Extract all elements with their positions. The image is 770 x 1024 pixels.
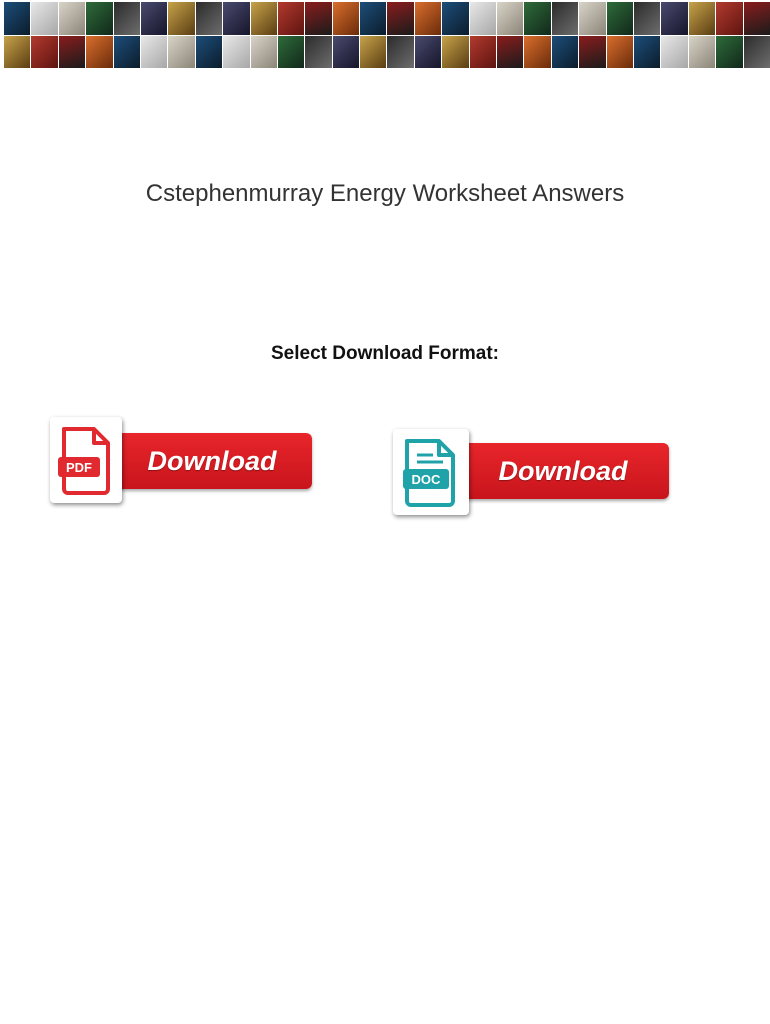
banner-tile	[716, 2, 742, 35]
banner-tile	[114, 36, 140, 69]
banner-tile	[689, 2, 715, 35]
banner-tile	[196, 2, 222, 35]
banner-tile	[4, 36, 30, 69]
banner-tile	[744, 2, 770, 35]
banner-tile	[4, 2, 30, 35]
banner-tile	[31, 2, 57, 35]
banner-tile	[278, 36, 304, 69]
banner-tile	[278, 2, 304, 35]
banner-tile	[196, 36, 222, 69]
banner-tile	[59, 2, 85, 35]
banner-tile	[552, 2, 578, 35]
banner-tile	[223, 2, 249, 35]
banner-tile	[442, 2, 468, 35]
banner-tile	[497, 2, 523, 35]
banner-tile	[223, 36, 249, 69]
banner-tile	[634, 2, 660, 35]
pdf-download-label: Download	[147, 445, 277, 476]
banner-tile	[442, 36, 468, 69]
doc-download-bar[interactable]	[457, 443, 669, 499]
banner-tile	[141, 2, 167, 35]
banner-tile	[305, 2, 331, 35]
banner-tile	[607, 2, 633, 35]
banner-tile	[607, 36, 633, 69]
banner-tile	[716, 36, 742, 69]
doc-file-icon	[393, 429, 469, 515]
banner-tile	[333, 36, 359, 69]
banner-tile	[524, 36, 550, 69]
banner-tile	[634, 36, 660, 69]
banner-tile	[31, 36, 57, 69]
download-format-heading: Select Download Format:	[270, 343, 500, 364]
banner-tile	[86, 2, 112, 35]
pdf-download-button[interactable]	[50, 417, 312, 505]
banner-tile	[579, 36, 605, 69]
banner-tile	[552, 36, 578, 69]
banner-tile	[415, 36, 441, 69]
banner-tile	[470, 36, 496, 69]
pdf-badge-text: PDF	[66, 460, 92, 475]
banner-tile	[497, 36, 523, 69]
banner-tile	[59, 36, 85, 69]
banner-tile	[661, 36, 687, 69]
banner-tile	[689, 36, 715, 69]
banner-tile	[251, 36, 277, 69]
pdf-file-icon	[50, 417, 122, 503]
banner-tile	[141, 36, 167, 69]
banner-tile	[661, 2, 687, 35]
doc-download-label: Download	[498, 455, 628, 486]
doc-badge-text: DOC	[411, 472, 441, 487]
banner-tile	[470, 2, 496, 35]
banner-tile	[168, 36, 194, 69]
banner-tile	[360, 36, 386, 69]
banner-tile	[524, 2, 550, 35]
pdf-download-bar[interactable]	[112, 433, 312, 489]
banner-tile	[579, 2, 605, 35]
banner-tile	[333, 2, 359, 35]
banner-tile	[415, 2, 441, 35]
banner-tile	[744, 36, 770, 69]
banner-tile	[360, 2, 386, 35]
banner-tile	[387, 2, 413, 35]
banner-tile	[251, 2, 277, 35]
banner-tile	[387, 36, 413, 69]
banner-tile	[305, 36, 331, 69]
banner-tile	[114, 2, 140, 35]
banner-collage	[4, 2, 770, 68]
banner-tile	[168, 2, 194, 35]
doc-download-button[interactable]	[393, 429, 669, 517]
page-title: Cstephenmurray Energy Worksheet Answers	[145, 180, 625, 207]
banner-tile	[86, 36, 112, 69]
